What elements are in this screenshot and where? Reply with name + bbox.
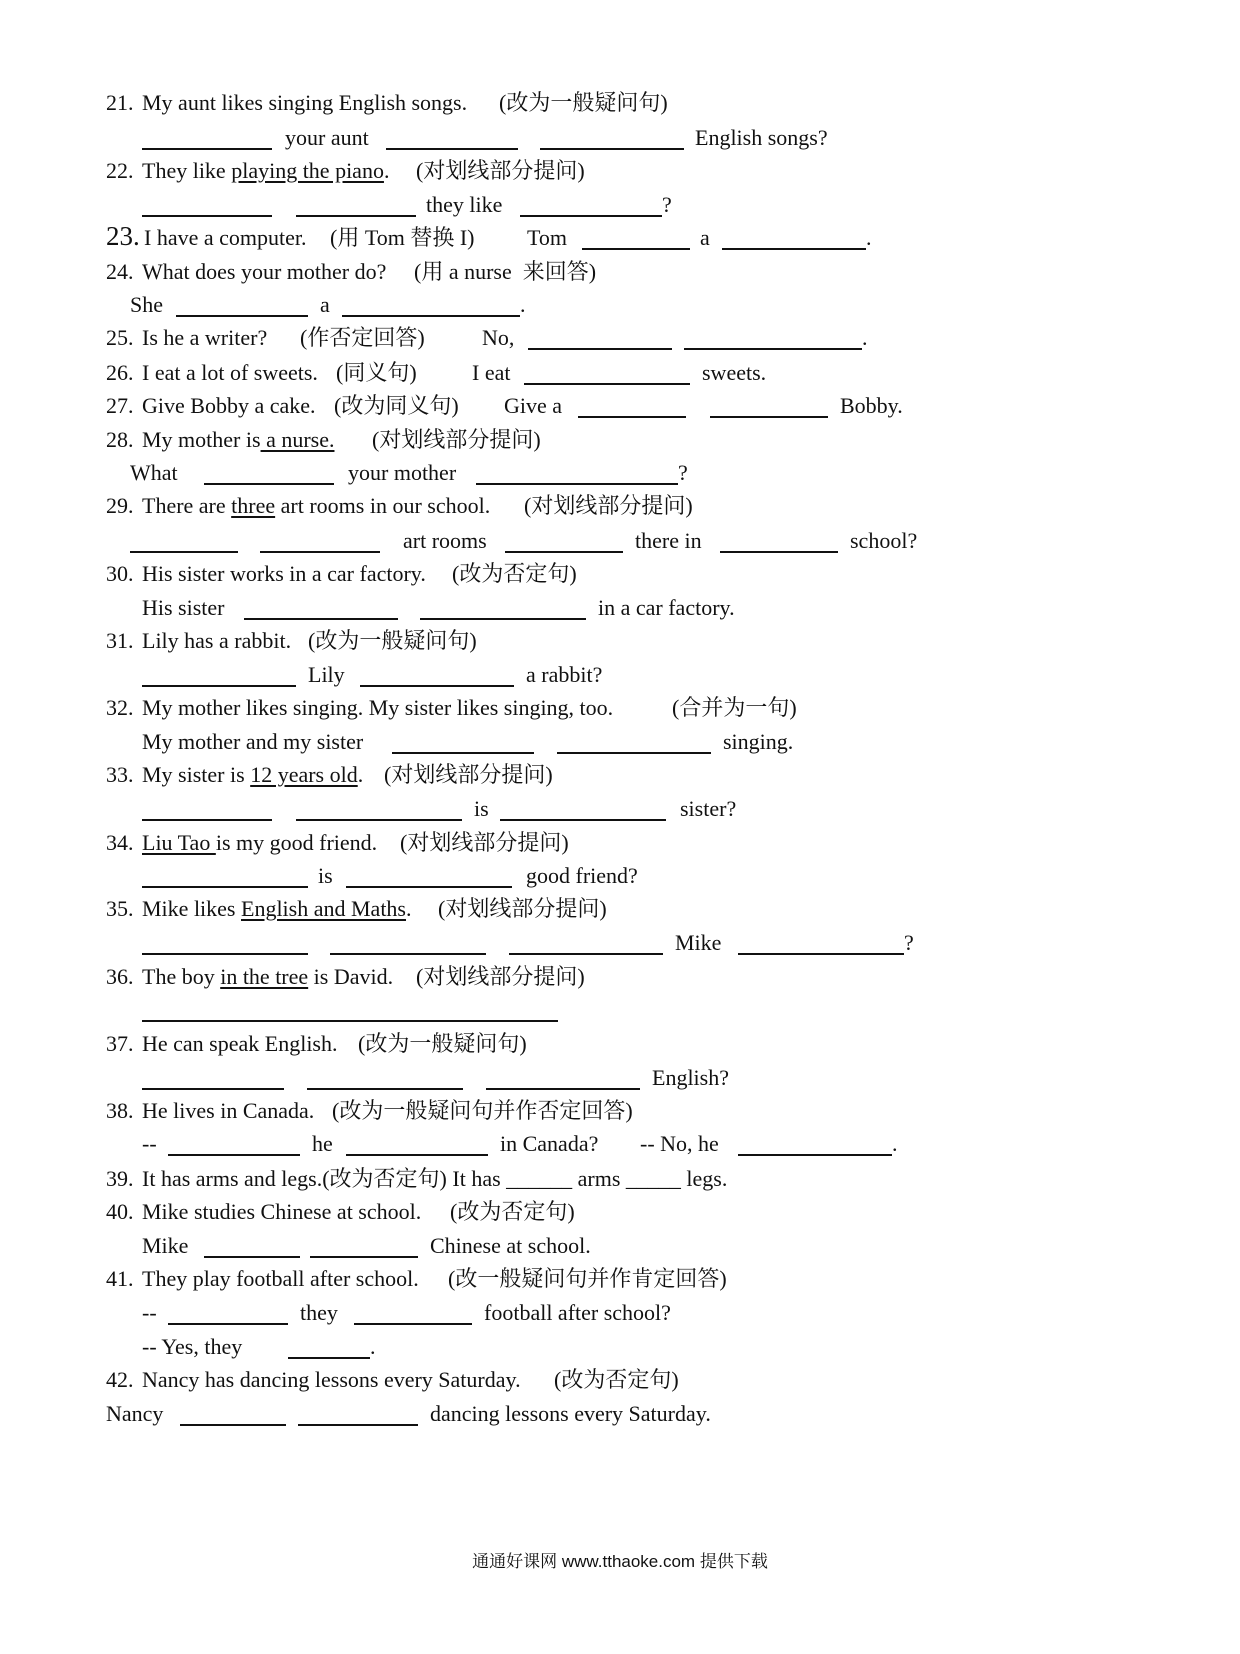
answer-text: Chinese at school. bbox=[430, 1233, 591, 1258]
answer-blank[interactable] bbox=[582, 248, 690, 250]
question-prompt: What does your mother do? bbox=[142, 259, 387, 284]
answer-line-33 bbox=[0, 794, 1240, 824]
question-prompt: He can speak English. bbox=[142, 1031, 338, 1056]
answer-text: Give a bbox=[504, 393, 563, 418]
question-instruction: (改为否定句) bbox=[450, 1199, 575, 1224]
answer-text: sweets. bbox=[702, 360, 767, 385]
answer-blank[interactable] bbox=[476, 483, 678, 485]
answer-line-24 bbox=[0, 290, 1240, 320]
question-prompt: is David. bbox=[308, 964, 394, 989]
answer-line-26 bbox=[0, 358, 1240, 388]
question-instruction: (改为一般疑问句并作否定回答) bbox=[332, 1098, 633, 1123]
answer-blank[interactable] bbox=[296, 819, 462, 821]
answer-blank[interactable] bbox=[142, 685, 296, 687]
answer-blank[interactable] bbox=[557, 752, 711, 754]
question-instruction: (改为一般疑问句) bbox=[308, 628, 477, 653]
answer-blank[interactable] bbox=[142, 215, 272, 217]
underlined-phrase: a nurse. bbox=[260, 427, 335, 452]
answer-blank[interactable] bbox=[540, 148, 684, 150]
answer-blank[interactable] bbox=[684, 348, 862, 350]
answer-text: sister? bbox=[680, 796, 737, 821]
question-instruction: (改为否定句) bbox=[452, 561, 577, 586]
answer-line-41-reply bbox=[0, 1332, 1240, 1362]
answer-line-31 bbox=[0, 660, 1240, 690]
answer-blank[interactable] bbox=[524, 383, 690, 385]
question-prompt: Lily has a rabbit. bbox=[142, 628, 292, 653]
answer-text: art rooms bbox=[403, 528, 487, 553]
answer-text: your aunt bbox=[285, 125, 369, 150]
question-number: 33. bbox=[106, 762, 134, 787]
answer-text: in Canada? bbox=[500, 1131, 599, 1156]
question-prompt: Nancy has dancing lessons every Saturday. bbox=[142, 1367, 521, 1392]
question-prompt: Mike studies Chinese at school. bbox=[142, 1199, 422, 1224]
question-number: 37. bbox=[106, 1031, 134, 1056]
answer-blank[interactable] bbox=[738, 1154, 892, 1156]
answer-blank[interactable] bbox=[354, 1323, 472, 1325]
answer-blank[interactable] bbox=[509, 953, 663, 955]
answer-blank[interactable] bbox=[360, 685, 514, 687]
question-prompt: They like bbox=[142, 158, 232, 183]
answer-line-27 bbox=[0, 391, 1240, 421]
question-number: 36. bbox=[106, 964, 134, 989]
question-instruction: (改为一般疑问句) bbox=[358, 1031, 527, 1056]
answer-text: your mother bbox=[348, 460, 457, 485]
answer-text: ? bbox=[662, 192, 672, 217]
answer-line-40 bbox=[0, 1231, 1240, 1261]
question-prompt: . bbox=[383, 158, 390, 183]
answer-text: . bbox=[892, 1131, 898, 1156]
answer-text: is bbox=[318, 863, 333, 888]
answer-blank[interactable] bbox=[142, 886, 308, 888]
question-number: 32. bbox=[106, 695, 134, 720]
answer-line-42 bbox=[0, 1399, 1240, 1429]
answer-line-21 bbox=[0, 123, 1240, 153]
answer-text: No, bbox=[482, 325, 515, 350]
question-prompt: The boy bbox=[142, 964, 221, 989]
answer-line-23 bbox=[0, 223, 1240, 253]
answer-blank[interactable] bbox=[296, 215, 416, 217]
question-number: 34. bbox=[106, 830, 134, 855]
answer-text: a rabbit? bbox=[526, 662, 603, 687]
answer-blank[interactable] bbox=[176, 315, 308, 317]
answer-text: Lily bbox=[308, 662, 345, 687]
question-prompt: Is he a writer? bbox=[142, 325, 268, 350]
answer-text: . bbox=[370, 1334, 376, 1359]
question-prompt: Give Bobby a cake. bbox=[142, 393, 316, 418]
question-prompt: My sister is bbox=[142, 762, 251, 787]
answer-text: school? bbox=[850, 528, 918, 553]
answer-blank[interactable] bbox=[386, 148, 518, 150]
answer-blank[interactable] bbox=[288, 1357, 370, 1359]
answer-text: -- No, he bbox=[640, 1131, 719, 1156]
answer-line-22 bbox=[0, 190, 1240, 220]
question-number: 22. bbox=[106, 158, 134, 183]
question-instruction: (用 a nurse 来回答) bbox=[414, 259, 597, 284]
answer-blank[interactable] bbox=[204, 483, 334, 485]
question-instruction: (用 Tom 替换 I) bbox=[330, 225, 475, 250]
answer-text: Bobby. bbox=[840, 393, 903, 418]
answer-blank[interactable] bbox=[346, 1154, 488, 1156]
answer-line-41 bbox=[0, 1298, 1240, 1328]
question-prompt: There are bbox=[142, 493, 232, 518]
question-instruction: (改为同义句) bbox=[334, 393, 459, 418]
question-instruction: (对划线部分提问) bbox=[438, 896, 607, 921]
question-prompt: My mother likes singing. My sister likes singing, too. bbox=[142, 695, 614, 720]
question-prompt: I have a computer. bbox=[144, 225, 307, 250]
answer-line-37 bbox=[0, 1063, 1240, 1093]
question-prompt: I eat a lot of sweets. bbox=[142, 360, 318, 385]
question-instruction: (对划线部分提问) bbox=[384, 762, 553, 787]
question-number: 39. bbox=[106, 1166, 134, 1191]
answer-text: Tom bbox=[527, 225, 568, 250]
answer-blank[interactable] bbox=[130, 551, 238, 553]
answer-text: She bbox=[130, 292, 163, 317]
answer-text: What bbox=[130, 460, 178, 485]
answer-blank[interactable] bbox=[738, 953, 904, 955]
question-number: 35. bbox=[106, 896, 134, 921]
question-prompt: They play football after school. bbox=[142, 1266, 419, 1291]
answer-blank[interactable] bbox=[142, 148, 272, 150]
question-instruction: (对划线部分提问) bbox=[416, 964, 585, 989]
answer-text: good friend? bbox=[526, 863, 638, 888]
underlined-phrase: English and Maths bbox=[241, 896, 406, 921]
answer-line-32 bbox=[0, 727, 1240, 757]
question-number: 21. bbox=[106, 90, 134, 115]
question-number: 41. bbox=[106, 1266, 134, 1291]
answer-line-30 bbox=[0, 593, 1240, 623]
answer-blank[interactable] bbox=[528, 348, 672, 350]
answer-line-25 bbox=[0, 323, 1240, 353]
answer-text: is bbox=[474, 796, 489, 821]
answer-text: Nancy bbox=[106, 1401, 164, 1426]
answer-text: -- Yes, they bbox=[142, 1334, 243, 1359]
question-prompt: His sister works in a car factory. bbox=[142, 561, 426, 586]
question-number: 27. bbox=[106, 393, 134, 418]
underlined-phrase: 12 years old bbox=[250, 762, 358, 787]
answer-blank[interactable] bbox=[204, 1256, 300, 1258]
answer-blank[interactable] bbox=[180, 1424, 286, 1426]
answer-blank[interactable] bbox=[392, 752, 534, 754]
answer-text: football after school? bbox=[484, 1300, 671, 1325]
answer-text: His sister bbox=[142, 595, 225, 620]
answer-text: singing. bbox=[723, 729, 794, 754]
answer-text: a bbox=[700, 225, 710, 250]
answer-blank[interactable] bbox=[520, 215, 662, 217]
question-number: 40. bbox=[106, 1199, 134, 1224]
question-number: 42. bbox=[106, 1367, 134, 1392]
answer-text: ? bbox=[678, 460, 688, 485]
answer-blank[interactable] bbox=[342, 315, 520, 317]
answer-blank[interactable] bbox=[244, 618, 398, 620]
question-instruction: (对划线部分提问) bbox=[416, 158, 585, 183]
answer-blank[interactable] bbox=[142, 1088, 284, 1090]
answer-text: -- bbox=[142, 1131, 157, 1156]
answer-text: dancing lessons every Saturday. bbox=[430, 1401, 711, 1426]
question-number: 24. bbox=[106, 259, 134, 284]
question-instruction: (改为一般疑问句) bbox=[499, 90, 668, 115]
answer-blank[interactable] bbox=[142, 1020, 558, 1022]
question-prompt: is my good friend. bbox=[215, 830, 378, 855]
question-instruction: (对划线部分提问) bbox=[400, 830, 569, 855]
question-number: 28. bbox=[106, 427, 134, 452]
underlined-phrase: Liu Tao bbox=[142, 830, 216, 855]
question-prompt: It has arms and legs.(改为否定句) It has ______ arms _____ legs. bbox=[142, 1166, 728, 1191]
answer-blank[interactable] bbox=[142, 819, 272, 821]
answer-line-38 bbox=[0, 1129, 1240, 1159]
answer-text: English songs? bbox=[695, 125, 828, 150]
question-prompt: My aunt likes singing English songs. bbox=[142, 90, 468, 115]
answer-line-34 bbox=[0, 861, 1240, 891]
question-number: 23. bbox=[106, 221, 140, 251]
question-instruction: (合并为一句) bbox=[672, 695, 797, 720]
answer-blank[interactable] bbox=[722, 248, 866, 250]
answer-blank[interactable] bbox=[307, 1088, 463, 1090]
question-prompt: art rooms in our school. bbox=[275, 493, 491, 518]
answer-text: ? bbox=[904, 930, 914, 955]
answer-text: My mother and my sister bbox=[142, 729, 364, 754]
question-instruction: (同义句) bbox=[336, 360, 417, 385]
answer-line-28 bbox=[0, 458, 1240, 488]
answer-text: he bbox=[312, 1131, 333, 1156]
answer-text: English? bbox=[652, 1065, 729, 1090]
answer-blank[interactable] bbox=[578, 416, 686, 418]
answer-text: there in bbox=[635, 528, 702, 553]
answer-blank[interactable] bbox=[168, 1154, 300, 1156]
underlined-phrase: playing the piano bbox=[231, 158, 384, 183]
answer-blank[interactable] bbox=[330, 953, 486, 955]
question-prompt: Mike likes bbox=[142, 896, 241, 921]
answer-text: a bbox=[320, 292, 330, 317]
answer-blank[interactable] bbox=[505, 551, 623, 553]
answer-line-35 bbox=[0, 928, 1240, 958]
underlined-phrase: three bbox=[231, 493, 276, 518]
answer-blank[interactable] bbox=[420, 618, 586, 620]
answer-blank[interactable] bbox=[142, 953, 308, 955]
answer-text: . bbox=[862, 325, 868, 350]
question-instruction: (改为否定句) bbox=[554, 1367, 679, 1392]
question-prompt: . bbox=[406, 896, 412, 921]
question-number: 30. bbox=[106, 561, 134, 586]
answer-text: Mike bbox=[675, 930, 722, 955]
question-number: 38. bbox=[106, 1098, 134, 1123]
answer-text: -- bbox=[142, 1300, 157, 1325]
question-number: 31. bbox=[106, 628, 134, 653]
question-instruction: (作否定回答) bbox=[300, 325, 425, 350]
answer-text: Mike bbox=[142, 1233, 189, 1258]
answer-blank[interactable] bbox=[260, 551, 380, 553]
question-instruction: (改一般疑问句并作肯定回答) bbox=[448, 1266, 727, 1291]
question-number: 29. bbox=[106, 493, 134, 518]
answer-blank[interactable] bbox=[310, 1256, 418, 1258]
question-prompt: He lives in Canada. bbox=[142, 1098, 315, 1123]
page-footer: 通通好课网 www.tthaoke.com 提供下载 bbox=[472, 1552, 768, 1571]
answer-line-36 bbox=[0, 995, 1240, 1025]
answer-line-29 bbox=[0, 526, 1240, 556]
question-number: 26. bbox=[106, 360, 134, 385]
answer-blank[interactable] bbox=[168, 1323, 288, 1325]
answer-blank[interactable] bbox=[486, 1088, 640, 1090]
answer-blank[interactable] bbox=[500, 819, 666, 821]
answer-text: they like bbox=[426, 192, 503, 217]
question-instruction: (对划线部分提问) bbox=[524, 493, 693, 518]
answer-blank[interactable] bbox=[346, 886, 512, 888]
answer-text: they bbox=[300, 1300, 338, 1325]
answer-blank[interactable] bbox=[710, 416, 828, 418]
question-prompt: My mother is bbox=[142, 427, 261, 452]
question-number: 25. bbox=[106, 325, 134, 350]
answer-text: . bbox=[866, 225, 872, 250]
answer-blank[interactable] bbox=[720, 551, 838, 553]
answer-text: in a car factory. bbox=[598, 595, 735, 620]
underlined-phrase: in the tree bbox=[220, 964, 309, 989]
answer-text: I eat bbox=[472, 360, 511, 385]
question-prompt: . bbox=[357, 762, 364, 787]
answer-blank[interactable] bbox=[298, 1424, 418, 1426]
answer-text: . bbox=[520, 292, 526, 317]
question-instruction: (对划线部分提问) bbox=[372, 427, 541, 452]
